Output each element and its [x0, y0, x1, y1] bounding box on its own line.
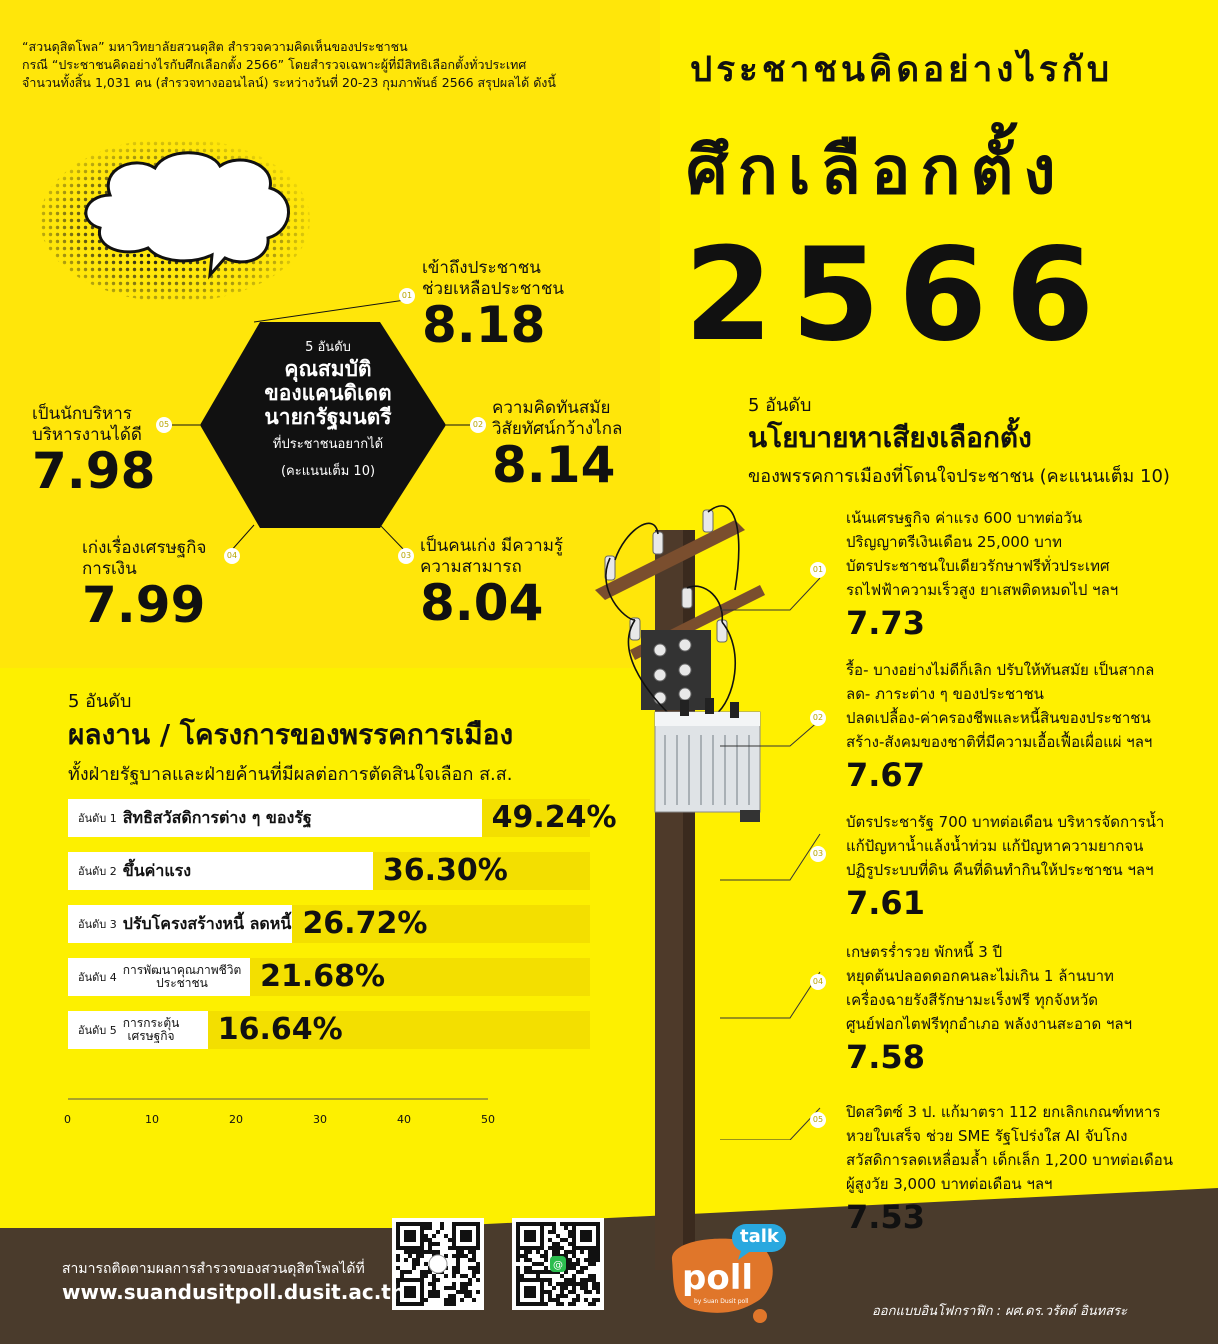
- quality-label: การเงิน: [82, 559, 137, 579]
- works-heading-small: 5 อันดับ: [68, 691, 132, 712]
- poll-talk-logo: [660, 1220, 790, 1330]
- policy-badge-04: 04: [810, 974, 826, 990]
- policy-text-line: รถไฟฟ้าความเร็วสูง ยาเสพติดหมดไป ฯลฯ: [846, 581, 1119, 599]
- intro-line-3: จำนวนทั้งสิ้น 1,031 คน (สำรวจทางออนไลน์) ระหว่างวันที่ 20-23 กุมภาพันธ์ 2566 สรุปผลได้ ดังนี้: [22, 75, 556, 90]
- bar-value-label: 21.68%: [260, 959, 386, 994]
- qualities-heading-small: 5 อันดับ: [305, 340, 351, 355]
- bar-category-name: ขึ้นค่าแรง: [122, 860, 192, 880]
- quality-value: 8.18: [422, 296, 546, 354]
- policy-score: 7.61: [846, 884, 925, 922]
- quality-badge-02: 02: [470, 417, 486, 433]
- bar-value-label: 49.24%: [491, 800, 617, 835]
- quality-label: เป็นคนเก่ง มีความรู้: [420, 536, 564, 556]
- policy-text-line: หยุดต้นปลอดดอกคนละไม่เกิน 1 ล้านบาท: [846, 967, 1114, 985]
- bar-value-label: 16.64%: [217, 1012, 343, 1047]
- policy-score: 7.58: [846, 1038, 925, 1076]
- chart-x-axis: [62, 1095, 502, 1109]
- bar-category-label: [78, 958, 241, 996]
- logo-tagline: by Suan Dusit poll: [694, 1298, 749, 1305]
- policies-heading-small: 5 อันดับ: [748, 395, 812, 416]
- bar-category-name: การพัฒนาคุณภาพชีวิต ประชาชน: [122, 963, 242, 990]
- quality-label: ความสามารถ: [420, 557, 522, 577]
- bar-category-name: สิทธิสวัสดิการต่าง ๆ ของรัฐ: [122, 807, 312, 827]
- qr-code-line[interactable]: [512, 1218, 604, 1310]
- footer-follow-text: สามารถติดตามผลการสำรวจของสวนดุสิตโพลได้ที่: [62, 1261, 365, 1277]
- svg-text:@: @: [553, 1260, 563, 1271]
- policy-text-line: สร้าง-สังคมของชาติที่มีความเอื้อเฟื้อเผื่อแผ่ ฯลฯ: [846, 733, 1153, 751]
- policy-text-line: ปริญญาตรีเงินเดือน 25,000 บาท: [846, 533, 1063, 551]
- bar-rank: อันดับ 4: [78, 971, 117, 984]
- quality-label: ความคิดทันสมัย: [492, 398, 611, 418]
- policy-badge-02: 02: [810, 710, 826, 726]
- policy-badge-03: 03: [810, 846, 826, 862]
- policy-text-line: แก้ปัญหาน้ำแล้งน้ำท่วม แก้ปัญหาความยากจน: [846, 837, 1144, 855]
- bar-value-label: 36.30%: [382, 853, 508, 888]
- quality-item-01: [422, 258, 564, 354]
- survey-intro: [22, 38, 642, 92]
- qualities-scale: (คะแนนเต็ม 10): [280, 464, 376, 479]
- x-tick-label: 10: [145, 1113, 159, 1126]
- policies-heading: [748, 390, 1170, 490]
- policy-score: 7.53: [846, 1198, 925, 1236]
- x-tick-label: 40: [397, 1113, 411, 1126]
- quality-label: เก่งเรื่องเศรษฐกิจ: [82, 538, 207, 558]
- quality-item-02: [492, 398, 623, 494]
- quality-badge-01: 01: [399, 288, 415, 304]
- intro-line-1: “สวนดุสิตโพล” มหาวิทยาลัยสวนดุสิต สำรวจความคิดเห็นของประชาชน: [22, 39, 408, 54]
- policy-text-line: ปลดเปลื้อง-ค่าครองชีพและหนี้สินของประชาชน: [846, 709, 1151, 727]
- quality-value: 7.99: [82, 576, 206, 634]
- title-line-2: ศึกเลือกตั้ง: [686, 132, 1066, 209]
- quality-badge-05: 05: [156, 417, 172, 433]
- policy-text-line: เน้นเศรษฐกิจ ค่าแรง 600 บาทต่อวัน: [846, 509, 1083, 527]
- x-tick-label: 20: [229, 1113, 243, 1126]
- qualities-heading: [222, 336, 434, 481]
- bar-rank: อันดับ 5: [78, 1024, 117, 1037]
- bar-category-name: ปรับโครงสร้างหนี้ ลดหนี้: [122, 913, 292, 933]
- title-line-1: ประชาชนคิดอย่างไรกับ: [690, 50, 1114, 90]
- quality-label: ช่วยเหลือประชาชน: [422, 279, 564, 299]
- quality-label: บริหารงานได้ดี: [32, 425, 142, 445]
- policy-connectors: [720, 500, 850, 1140]
- bar-rank: อันดับ 1: [78, 812, 117, 825]
- logo-talk-text: talk: [740, 1226, 779, 1247]
- qualities-heading-line-2: ของแคนดิเดต: [264, 381, 392, 405]
- bar-category-name: การกระตุ้น เศรษฐกิจ: [122, 1016, 180, 1043]
- policy-score: 7.73: [846, 604, 925, 642]
- x-tick-label: 50: [481, 1113, 495, 1126]
- quality-label: วิสัยทัศน์กว้างไกล: [492, 419, 623, 439]
- design-credit: ออกแบบอินโฟกราฟิก : ผศ.ดร.วรัตต์ อินทสระ: [872, 1304, 1128, 1319]
- policy-text-line: ลด- ภาระต่าง ๆ ของประชาชน: [846, 685, 1044, 703]
- qr-code-website[interactable]: [392, 1218, 484, 1310]
- connector-01: [254, 300, 405, 322]
- works-heading-big: ผลงาน / โครงการของพรรคการเมือง: [68, 718, 514, 751]
- bar-rank: อันดับ 3: [78, 918, 117, 931]
- policy-text-line: บัตรประชาชนใบเดียวรักษาฟรีทั่วประเทศ: [846, 557, 1110, 575]
- policy-text-line: ศูนย์ฟอกไตฟรีทุกอำเภอ พลังงานสะอาด ฯลฯ: [846, 1015, 1133, 1033]
- quality-badge-04: 04: [224, 548, 240, 564]
- title-year: 2566: [684, 221, 1113, 370]
- works-sub: ทั้งฝ่ายรัฐบาลและฝ่ายค้านที่มีผลต่อการตัดสินใจเลือก ส.ส.: [68, 764, 513, 785]
- quality-value: 8.14: [492, 436, 616, 494]
- bar-category-label: [78, 905, 291, 943]
- policies-sub: ของพรรคการเมืองที่โดนใจประชาชน (คะแนนเต็ม 10): [748, 466, 1170, 487]
- works-heading: [68, 686, 513, 788]
- intro-line-2: กรณี “ประชาชนคิดอย่างไรกับศึกเลือกตั้ง 2566” โดยสำรวจเฉพาะผู้ที่มีสิทธิเลือกตั้งทั่วประเทศ: [22, 57, 527, 72]
- quality-item-05: [32, 404, 156, 500]
- bar-category-label: [78, 852, 191, 890]
- policy-text-line: ปิดสวิตซ์ 3 ป. แก้มาตรา 112 ยกเลิกเกณฑ์ทหาร: [846, 1103, 1161, 1121]
- bar-category-label: [78, 799, 312, 837]
- quality-label: เป็นนักบริหาร: [32, 404, 132, 424]
- policy-badge-05: 05: [810, 1112, 826, 1128]
- policy-text-line: ผู้สูงวัย 3,000 บาทต่อเดือน ฯลฯ: [846, 1175, 1053, 1193]
- qualities-sub: ที่ประชาชนอยากได้: [272, 437, 384, 452]
- logo-poll-text: poll: [682, 1258, 754, 1298]
- qualities-heading-line-1: คุณสมบัติ: [284, 357, 372, 381]
- policy-text-line: สวัสดิการลดเหลื่อมล้ำ เด็กเล็ก 1,200 บาทต่อเดือน: [846, 1151, 1173, 1169]
- quality-badge-03: 03: [398, 548, 414, 564]
- bar-category-label: [78, 1011, 179, 1049]
- quality-item-03: [420, 536, 564, 632]
- policy-text-line: หวยใบเสร็จ ช่วย SME รัฐโปร่งใส AI จับโกง: [846, 1127, 1128, 1145]
- footer-url-link[interactable]: www.suandusitpoll.dusit.ac.th: [62, 1280, 406, 1304]
- policy-text-line: รื้อ- บางอย่างไม่ดีก็เลิก ปรับให้ทันสมัย เป็นสากล: [846, 661, 1155, 679]
- policy-badge-01: 01: [810, 562, 826, 578]
- speech-cloud-illustration: [40, 140, 320, 310]
- x-tick-label: 30: [313, 1113, 327, 1126]
- policy-score: 7.67: [846, 756, 925, 794]
- quality-item-04: [82, 538, 207, 634]
- quality-value: 7.98: [32, 442, 156, 500]
- qualities-heading-line-3: นายกรัฐมนตรี: [264, 405, 392, 429]
- policy-text-line: เครื่องฉายรังสีรักษามะเร็งฟรี ทุกจังหวัด: [846, 991, 1098, 1009]
- policy-text-line: เกษตรร่ำรวย พักหนี้ 3 ปี: [846, 943, 1003, 961]
- policies-heading-big: นโยบายหาเสียงเลือกตั้ง: [748, 421, 1032, 454]
- bar-rank: อันดับ 2: [78, 865, 117, 878]
- bar-value-label: 26.72%: [302, 906, 428, 941]
- policy-text-line: ปฏิรูประบบที่ดิน คืนที่ดินทำกินให้ประชาชน ฯลฯ: [846, 861, 1154, 879]
- x-tick-label: 0: [64, 1113, 71, 1126]
- quality-value: 8.04: [420, 574, 544, 632]
- policy-text-line: บัตรประชารัฐ 700 บาทต่อเดือน บริหารจัดการน้ำ: [846, 813, 1165, 831]
- quality-label: เข้าถึงประชาชน: [422, 258, 541, 278]
